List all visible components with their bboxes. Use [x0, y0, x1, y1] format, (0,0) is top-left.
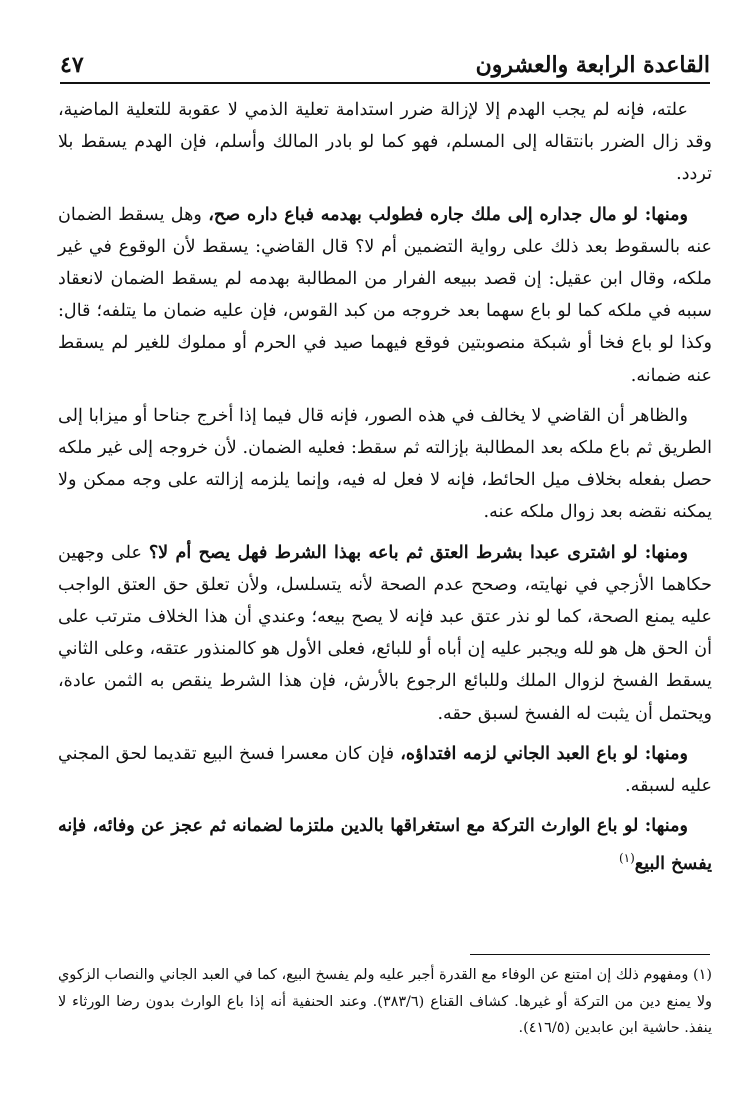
- paragraph-text: على وجهين حكاهما الأزجي في نهايته، وصحح عدم الصحة لأنه يتسلسل، ولأن تعلق حق العتق الواجب عليه يمنع الصحة، كما لو نذر عتق عبد فإنه لا يصح بيعه؛ وعندي أن هذا الخلاف مترتب على أن الحق هل هو لله ويجبر عليه إن أباه أو للبائع، فعلى الأول هو كالمنذور عتقه، وعلى الثاني يسقط الفسخ لزوال الملك وللبائع الرجوع بالأرش، فإن هذا الشرط ينقص به الثمن عادة، ويحتمل أن يثبت له الفسخ لسبق حقه.: [58, 542, 712, 724]
- footnote-marker: (١): [693, 967, 712, 983]
- paragraph-5: [58, 738, 712, 802]
- paragraph-lead: ومنها: لو باع الوارث التركة مع استغراقها بالدين ملتزما لضمانه ثم عجز عن وفائه، فإنه يفسخ البيع: [58, 815, 712, 875]
- paragraph-3: [58, 400, 712, 529]
- paragraph-text: علته، فإنه لم يجب الهدم إلا لإزالة ضرر استدامة تعلية الذمي لا عقوبة للتعلية الماضية، وقد زال الضرر بانتقاله إلى المسلم، فهو كما لو بادر المالك وأسلم، فإن الهدم يسقط بلا تردد.: [58, 100, 712, 185]
- page-number: ٤٧: [60, 52, 84, 78]
- paragraph-4: [58, 537, 712, 730]
- paragraph-1: [58, 94, 712, 191]
- page-header: [60, 48, 710, 84]
- footnote-reference: (١): [618, 851, 635, 866]
- paragraph-lead: ومنها: لو باع العبد الجاني لزمه افتداؤه،: [400, 742, 688, 764]
- paragraph-lead: ومنها: لو اشترى عبدا بشرط العتق ثم باعه بهذا الشرط فهل يصح أم لا؟: [148, 541, 688, 563]
- main-text: [58, 94, 712, 889]
- footnote-divider: [470, 954, 710, 955]
- paragraph-6: [58, 810, 712, 880]
- footnote-text: ومفهوم ذلك إن امتنع عن الوفاء مع القدرة أجبر عليه ولم يفسخ البيع، كما في العبد الجاني والنصاب الزكوي ولا يمنع دين من التركة أو غيرها. كشاف القناع (٣٨٣/٦). وعند الحنفية أنه إذا باع الوارث بدون رضا الورثاء لا ينفذ. حاشية ابن عابدين (٤١٦/٥).: [58, 967, 713, 1036]
- paragraph-text: والظاهر أن القاضي لا يخالف في هذه الصور، فإنه قال فيما إذا أخرج جناحا أو ميزابا إلى الطريق ثم باع ملكه بعد المطالبة بإزالته ثم سقط: فعليه الضمان. لأن خروجه إلى غير ملكه حصل بفعله بخلاف ميل الحائط، فإنه لا فعل له فيه، وإنما يلزمه إزالته على وجه ممكن ولا يمكنه نقضه بعد زوال ملكه عنه.: [58, 405, 712, 523]
- paragraph-lead: ومنها: لو مال جداره إلى ملك جاره فطولب بهدمه فباع داره صح،: [208, 203, 688, 225]
- running-title: القاعدة الرابعة والعشرون: [475, 52, 710, 78]
- footnote: [58, 962, 712, 1042]
- paragraph-2: [58, 199, 712, 392]
- paragraph-text: وهل يسقط الضمان عنه بالسقوط بعد ذلك على رواية التضمين أم لا؟ قال القاضي: يسقط لأن الوقوع في غير ملكه، وقال ابن عقيل: إن قصد ببيعه الفرار من المطالبة بهدمه لم يسقط الضمان لانعقاد سببه في ملكه كما لو باع سهما بعد خروجه من كبد القوس، فإن عليه ضمان ما يتلفه؛ قال: وكذا لو باع فخا أو شبكة منصوبتين فوقع فيهما صيد في الحرم أو مملوك للغير لم يسقط عنه ضمانه.: [58, 204, 712, 386]
- paragraph-text: فإن كان معسرا فسخ البيع تقديما لحق المجني عليه لسبقه.: [58, 743, 712, 797]
